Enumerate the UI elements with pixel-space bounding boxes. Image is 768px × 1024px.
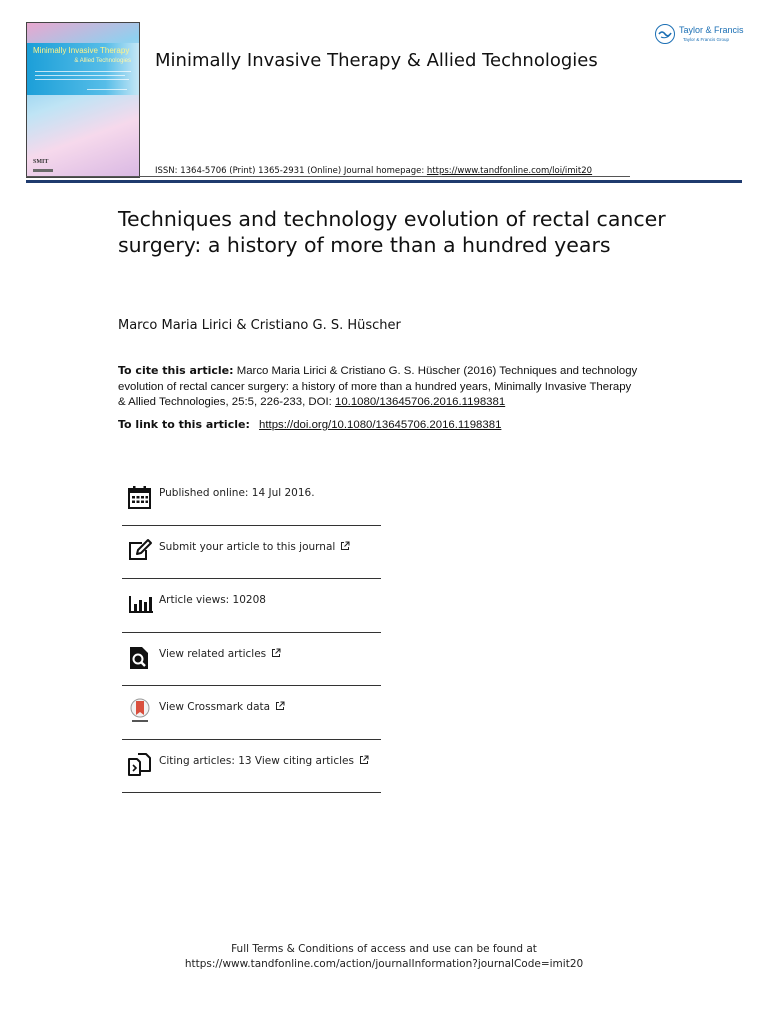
- article-authors: Marco Maria Lirici & Cristiano G. S. Hüscher: [118, 318, 401, 333]
- article-views: Article views: 10208: [159, 594, 266, 606]
- journal-title[interactable]: Minimally Invasive Therapy & Allied Technologies: [155, 50, 598, 71]
- crossmark-icon: [126, 697, 154, 725]
- cover-text-line: [35, 75, 125, 76]
- footer-terms-url[interactable]: https://www.tandfonline.com/action/journalInformation?journalCode=imit20: [184, 958, 584, 970]
- submit-row[interactable]: [122, 526, 381, 580]
- calendar-icon: [126, 483, 154, 511]
- crossmark-label: View Crossmark data: [159, 701, 271, 713]
- article-info-list: [122, 472, 381, 793]
- cite-text: Marco Maria Lirici & Cristiano G. S. Hüscher (2016) Techniques and technology evolution of rectal cancer surgery: a history of more than a hundred years, Minimally Invasive Therapy & Allied Technologies, 25:5, 226-233, DOI:: [118, 365, 638, 408]
- external-link-icon: [340, 541, 350, 551]
- header-rule: [26, 180, 742, 183]
- publisher-name: Taylor & Francis: [679, 25, 744, 35]
- link-label: To link to this article:: [118, 418, 250, 431]
- header-thin-rule: [26, 176, 630, 177]
- citation: [118, 363, 638, 411]
- external-link-icon: [271, 648, 281, 658]
- external-link-icon: [275, 701, 285, 711]
- cover-title-line2: & Allied Technologies: [74, 58, 131, 64]
- article-title: Techniques and technology evolution of rectal cancer surgery: a history of more than a hundred years: [118, 207, 666, 257]
- footer-terms: Full Terms & Conditions of access and use can be found at: [231, 943, 537, 955]
- views-row: [122, 579, 381, 633]
- external-link-icon: [359, 755, 369, 765]
- journal-cover: [26, 22, 140, 178]
- issn-text: ISSN: 1364-5706 (Print) 1365-2931 (Online) Journal homepage:: [155, 166, 427, 176]
- search-document-icon: [126, 644, 154, 672]
- publisher-logo[interactable]: [655, 24, 745, 48]
- published-row: [122, 472, 381, 526]
- cite-doi-link[interactable]: 10.1080/13645706.2016.1198381: [334, 396, 506, 408]
- citing-articles-label: Citing articles: 13 View citing articles: [159, 754, 354, 767]
- edit-icon: [126, 537, 154, 565]
- submit-article-label: Submit your article to this journal: [159, 540, 336, 553]
- publisher-sub: Taylor & Francis Group: [683, 37, 730, 42]
- cover-title-line1: Minimally Invasive Therapy: [33, 46, 130, 55]
- cover-text-line: [35, 79, 129, 80]
- cover-text-line: [87, 89, 127, 90]
- related-articles-label: View related articles: [159, 647, 267, 660]
- publisher-logo-icon: [655, 24, 675, 44]
- related-articles-link[interactable]: [159, 648, 281, 660]
- related-row[interactable]: [122, 633, 381, 687]
- citing-row[interactable]: [122, 740, 381, 794]
- footer: [0, 942, 768, 972]
- article-link: [118, 418, 501, 431]
- crossmark-link[interactable]: [159, 701, 285, 713]
- cover-publisher-mark: SMIT: [33, 159, 49, 165]
- cite-label: To cite this article:: [118, 364, 234, 377]
- citing-icon: [126, 751, 154, 779]
- bar-chart-icon: [126, 590, 154, 618]
- cover-logo-bar: [33, 169, 53, 172]
- cover-text-line: [35, 71, 131, 72]
- journal-homepage-link[interactable]: https://www.tandfonline.com/loi/imit20: [426, 166, 593, 176]
- citing-articles-link[interactable]: [159, 755, 369, 767]
- article-doi-link[interactable]: https://doi.org/10.1080/13645706.2016.1198381: [259, 419, 502, 431]
- crossmark-row[interactable]: [122, 686, 381, 740]
- submit-article-link[interactable]: [159, 541, 350, 553]
- issn-line: [155, 166, 592, 176]
- published-date: Published online: 14 Jul 2016.: [159, 487, 315, 499]
